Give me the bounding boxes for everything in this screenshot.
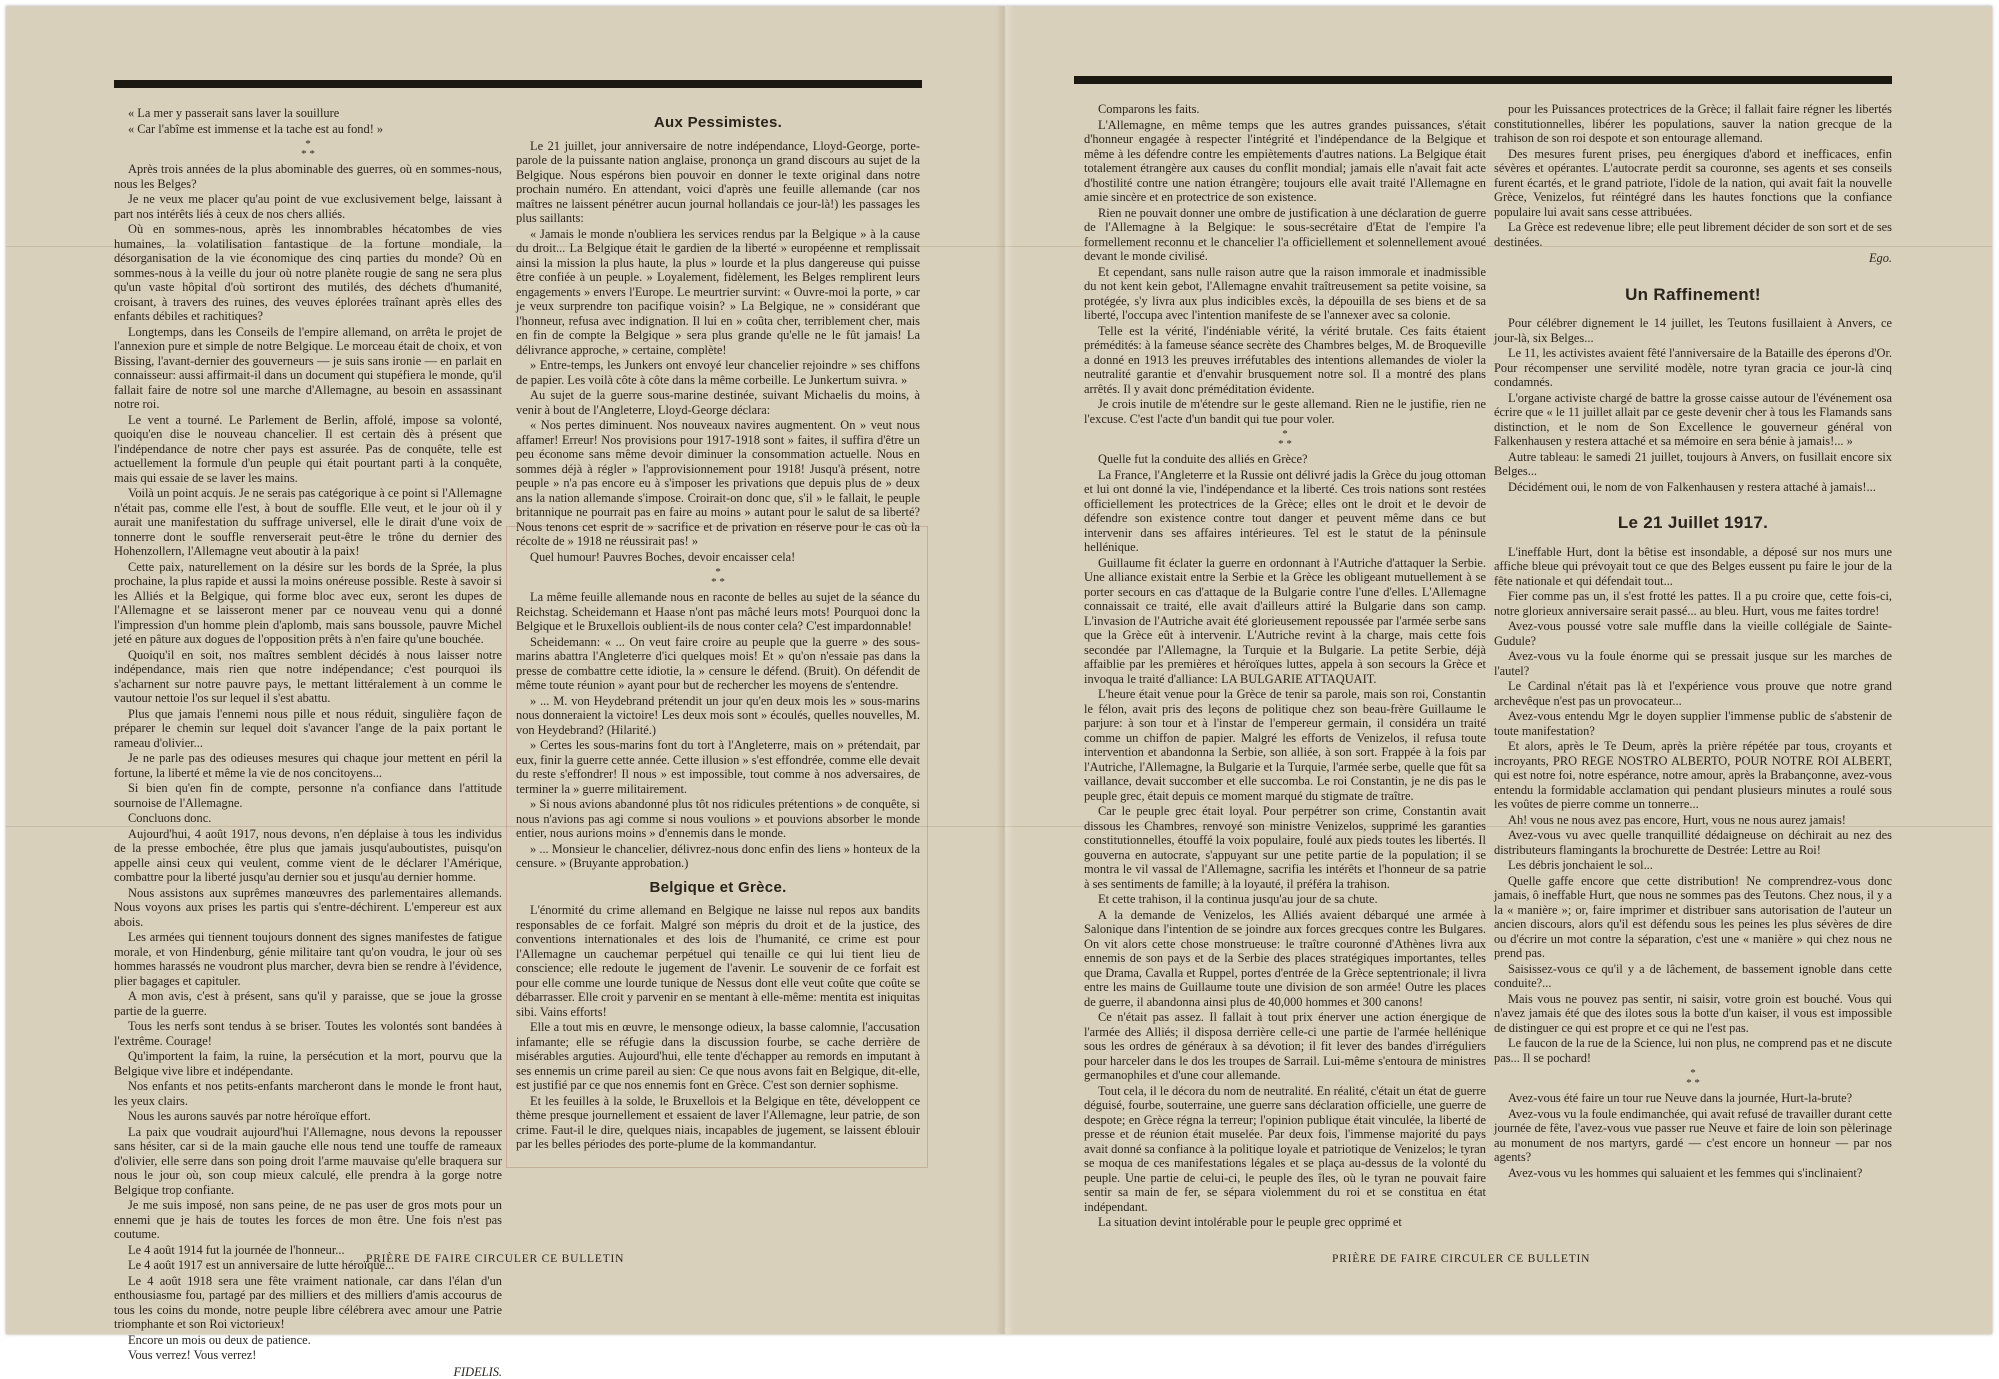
paragraph: pour les Puissances protectrices de la Grèce; il fallait faire régner les libertés constitutionnelles, libérer les populations, sauver la nation grecque de la trahison de son roi despote et son entourage allemand. bbox=[1494, 102, 1892, 146]
paragraph: Avez-vous vu la foule énorme qui se pressait jusque sur les marches de l'autel? bbox=[1494, 649, 1892, 678]
section-heading: Un Raffinement! bbox=[1494, 288, 1892, 303]
paragraph: Autre tableau: le samedi 21 juillet, toujours à Anvers, on fusillait encore six Belges... bbox=[1494, 450, 1892, 479]
paragraph: Quel humour! Pauvres Boches, devoir encaisser cela! bbox=[516, 550, 920, 565]
paragraph: « Nos pertes diminuent. Nos nouveaux navires augmentent. On » veut nous affamer! Erreur! Nos provisions pour 1917-1918 sont » faites, il suffira d'être un peu économe sans même devoir diminuer la consommation actuelle. Nous en sommes déjà à régler » l'approvisionnement pour 1918! Jusqu'à présent, notre peuple » n'a pas encore eu à s'imposer les privations que depuis plus de » deux ans la nation allemande s'impose. Croirait-on donc que, s'il » le fallait, le peuple britannique ne pourrait pas en faire au moins » autant pour le salut de sa liberté? Nous tenons cet esprit de » sacrifice et de privation en réserve pour le cas où la récolte de » 1918 ne réussirait pas! » bbox=[516, 418, 920, 549]
paragraph: Avez-vous entendu Mgr le doyen supplier l'immense public de s'abstenir de toute manifestation? bbox=[1494, 709, 1892, 738]
section-heading: Le 21 Juillet 1917. bbox=[1494, 516, 1892, 531]
paragraph: Le 4 août 1914 fut la journée de l'honneur... bbox=[114, 1243, 502, 1258]
paragraph: Plus que jamais l'ennemi nous pille et nous réduit, singulière façon de préparer le chemin sur lequel doit s'avancer l'ange de la paix portant le rameau d'olivier... bbox=[114, 707, 502, 751]
paragraph: L'ineffable Hurt, dont la bêtise est insondable, a déposé sur nos murs une affiche bleue qui prévoyait tout ce que des Belges eussent pu faire le jour de la fête nationale et qui défendait tout... bbox=[1494, 545, 1892, 589]
paragraph: Elle a tout mis en œuvre, le mensonge odieux, la basse calomnie, l'accusation infamante; elle se réfugie dans la discussion fourbe, se cache derrière de misérables arguties. Aujourd'hui, elle tente d'échapper au remords en imputant à ses ennemis un crime pareil au sien: Ce que nous avons fait en Belgique, dit-elle, est justifié par ce que nos ennemis font en Grèce. C'est son dernier sophisme. bbox=[516, 1020, 920, 1093]
footer-note: PRIÈRE DE FAIRE CIRCULER CE BULLETIN bbox=[1332, 1253, 1590, 1265]
paragraph: La Grèce est redevenue libre; elle peut librement décider de son sort et de ses destinées. bbox=[1494, 220, 1892, 249]
paragraph: » Si nous avions abandonné plus tôt nos ridicules prétentions » de conquête, si nous n'avions pas agi comme si nous voulions » et pouvions absorber le monde entier, nous aurions moins » d'ennemis dans le monde. bbox=[516, 797, 920, 841]
paragraph: Si bien qu'en fin de compte, personne n'a confiance dans l'attitude sournoise de l'Allemagne. bbox=[114, 781, 502, 810]
header-rule bbox=[1074, 76, 1892, 84]
paragraph: L'heure était venue pour la Grèce de tenir sa parole, mais son roi, Constantin le félon, avait pris des leçons de politique chez son beau-frère Guillaume le parjure: à son tour et à l'instar de l'empereur germain, il considéra un traité comme un chiffon de papier. Malgré les efforts de Venizelos, il refusa toute intervention et abandonna la Serbie, son alliée, à son sort. Frappée à la fois par l'Autriche, l'Allemagne, la Bulgarie et la Turquie, l'armée serbe, quelle que fût sa vaillance, devait succomber et elle succomba. Le roi Constantin, je ne dis pas le peuple grec, était depuis ce moment marqué du stigmate de traître. bbox=[1084, 687, 1486, 803]
paragraph: Quelle gaffe encore que cette distribution! Ne comprendrez-vous donc jamais, ô ineffable Hurt, que nous ne sommes pas des Teutons. Chez nous, il y a la « manière »; or, faire imprimer et distribuer sans autorisation de l'auteur un ancien discours, alors qu'il est défendu sous les peines les plus sévères de dire ou d'écrire un mot contre la séparation, c'est une « manière » qui chez nous ne prend pas. bbox=[1494, 874, 1892, 961]
paragraph: Guillaume fit éclater la guerre en ordonnant à l'Autriche d'attaquer la Serbie. Une alliance existait entre la Serbie et la Grèce les obligeant mutuellement à se porter secours en cas d'attaque de la Bulgarie contre l'une d'elles. L'Allemagne connaissait ce traité, elle avait d'ailleurs attiré la Bulgarie dans son camp. L'invasion de l'Autriche avait été glorieusement repoussée par l'armée serbe sans que la Grèce eût à intervenir. L'Autriche revint à la charge, mais cette fois secondée par l'Allemagne, la Turquie et la Bulgarie. La petite Serbie, déjà affaiblie par les premières et héroïques luttes, appela à son secours la Grèce et invoqua le traité d'alliance: LA BULGARIE ATTAQUAIT. bbox=[1084, 556, 1486, 687]
paragraph: Car le peuple grec était loyal. Pour perpétrer son crime, Constantin avait dissous les Chambres, renvoyé son ministre Venizelos, supprimé les garanties constitutionnelles, étouffé la voix populaire, foulé aux pieds toutes les libertés. Il gouverna en autocrate, s'appuyant sur une petite partie de la population; il se montra le vil vassal de l'Allemagne, sacrifia les intérêts et l'honneur de sa patrie à ses sentiments de famille; à la loyauté, il préféra la trahison. bbox=[1084, 804, 1486, 891]
paragraph: Je ne parle pas des odieuses mesures qui chaque jour mettent en péril la fortune, la liberté et même la vie de nos concitoyens... bbox=[114, 751, 502, 780]
paragraph: Tout cela, il le décora du nom de neutralité. En réalité, c'était un état de guerre déguisé, fourbe, souterraine, une guerre sans déclaration officielle, une guerre de despote; en Grèce régna la terreur; l'opinion publique était vinculée, la liberté de presse et de réunion était muselée. Par deux fois, l'immense majorité du pays avait donné sa confiance à la politique loyale et patriotique de Venizelos; le tyran se moqua de ces manifestations légales et se plaça au-dessus de la volonté du peuple. Une partie de celui-ci, le peuple des îles, où le tyran ne pouvait faire sentir sa main de fer, se sépara violemment du roi et se constitua en état indépendant. bbox=[1084, 1084, 1486, 1215]
paragraph: Des mesures furent prises, peu énergiques d'abord et inefficaces, enfin sévères et opérantes. L'autocrate perdit sa couronne, ses agents et ses conseils furent écartés, et le grand patriote, l'idole de la nation, qui avait fait la nouvelle Grèce, Venizelos, fut réintégré dans les hautes fonctions que la confiance populaire lui avait sans cesse attribuées. bbox=[1494, 147, 1892, 220]
paragraph: Scheidemann: « ... On veut faire croire au peuple que la guerre » des sous-marins abattra l'Angleterre d'ici quelques mois! Et » qu'on n'essaie pas dans la presse de combattre cette idiotie, la » censure le défend. (Bruit). On défendit de même toute réunion » ayant pour but de rechercher les moyens de s'entendre. bbox=[516, 635, 920, 693]
signature: FIDELIS. bbox=[114, 1365, 502, 1379]
paragraph: » ... Monsieur le chancelier, délivrez-nous donc enfin des liens » honteux de la censure. » (Bruyante approbation.) bbox=[516, 842, 920, 871]
paragraph: Telle est la vérité, l'indéniable vérité, la vérité brutale. Ces faits étaient prémédités: à la fameuse séance secrète des Chambres belges, M. de Broqueville a donné en 1913 les preuves irréfutables des intentions allemandes de violer la neutralité garantie et d'envahir brusquement notre sol. Il a montré des plans arrêtés. Il y avait donc préméditation évidente. bbox=[1084, 324, 1486, 397]
paragraph: Et les feuilles à la solde, le Bruxellois et la Belgique en tête, développent ce thème presque journellement et essaient de laver l'Allemagne, leur patrie, de son crime. Faut-il le dire, quelques niais, incapables de jugement, se laissent éblouir par les belles périodes des porte-plume de la kommandantur. bbox=[516, 1094, 920, 1152]
paragraph: » ... M. von Heydebrand prétendit un jour qu'en deux mois les » sous-marins nous donneraient la victoire! Les deux mois sont » écoulés, quelles nouvelles, M. von Heydebrand? (Hilarité.) bbox=[516, 694, 920, 738]
bulletin-sheet bbox=[6, 6, 1992, 1334]
paragraph: Qu'importent la faim, la ruine, la persécution et la mort, pourvu que la Belgique vive libre et indépendante. bbox=[114, 1049, 502, 1078]
asterism-separator: * * * bbox=[1494, 1068, 1892, 1088]
paragraph: La paix que voudrait aujourd'hui l'Allemagne, nous devons la repousser sans hésiter, car si de la main gauche elle nous tend une touffe de rameaux d'olivier, elle serre dans son poing droit l'arme mauvaise qu'elle braquera sur nous le jour où, son coup mieux calculé, elle prendra à la gorge notre Belgique trop confiante. bbox=[114, 1125, 502, 1198]
paragraph: « Jamais le monde n'oubliera les services rendus par la Belgique » à la cause du droit... La Belgique était le gardien de la liberté » européenne et remplissait ainsi la mission la plus haute, la plus » lourde et la plus dangereuse qui puisse être confiée à un peuple. » Loyalement, fidèlement, les Belges remplirent leurs engagements » envers l'Europe. Le meurtrier survint: « Ouvre-moi la porte, » car je veux surprendre ton pacifique voisin? » La Belgique, ne » considérant que l'honneur, refusa avec indignation. Il lui en » coûta cher, terriblement cher, mais en fin de compte la Belgique » sera plus grande qu'elle ne le fût jamais! La délivrance approche, » certaine, complète! bbox=[516, 227, 920, 358]
asterism-separator: * * * bbox=[114, 139, 502, 159]
paragraph: Tous les nerfs sont tendus à se briser. Toutes les volontés sont bandées à l'extrême. Courage! bbox=[114, 1019, 502, 1048]
paragraph: Saisissez-vous ce qu'il y a de lâchement, de bassement ignoble dans cette conduite?... bbox=[1494, 962, 1892, 991]
paragraph: Avez-vous vu la foule endimanchée, qui avait refusé de travailler durant cette journée de fête, l'avez-vous vue passer rue Neuve et faire de loin son pèlerinage au monument de nos martyrs, gardé — c'est encore un honneur — par nos agents? bbox=[1494, 1107, 1892, 1165]
paragraph: La situation devint intolérable pour le peuple grec opprimé et bbox=[1084, 1215, 1486, 1230]
paragraph: Le 11, les activistes avaient fêté l'anniversaire de la Bataille des éperons d'Or. Pour récompenser une servilité modèle, notre tyran gracia ce jour-là cinq condamnés. bbox=[1494, 346, 1892, 390]
paragraph: Le vent a tourné. Le Parlement de Berlin, affolé, impose sa volonté, quoiqu'en dise le nouveau chancelier. Il est certain dès à présent que l'indépendance de notre cher pays est assurée. Pas de conquête, telle est actuellement la formule d'un peuple qui était pourtant parti à la conquête, mais qui essaie de se laver les mains. bbox=[114, 413, 502, 486]
paragraph: Fier comme pas un, il s'est frotté les pattes. Il a pu croire que, cette fois-ci, notre glorieux anniversaire serait passé... au bleu. Hurt, vous me faites tordre! bbox=[1494, 589, 1892, 618]
asterism-separator: * * * bbox=[1084, 429, 1486, 449]
paragraph: Le 21 juillet, jour anniversaire de notre indépendance, Lloyd-George, porte-parole de la puissante nation anglaise, prononça un grand discours au sujet de la Belgique. Nous espérons bien pouvoir en donner le texte original dans notre prochain numéro. En attendant, voici d'après une feuille allemande (car nos maîtres ne laissent pénétrer aucun journal hollandais ce jour-là!) les passages les plus saillants: bbox=[516, 139, 920, 226]
paragraph: Vous verrez! Vous verrez! bbox=[114, 1348, 502, 1363]
paragraph: Avez-vous poussé votre sale muffle dans la vieille collégiale de Sainte-Gudule? bbox=[1494, 619, 1892, 648]
paragraph: « Car l'abîme est immense et la tache est au fond! » bbox=[114, 122, 502, 137]
paragraph: Ah! vous ne nous avez pas encore, Hurt, vous ne nous aurez jamais! bbox=[1494, 813, 1892, 828]
paragraph: Nous assistons aux suprêmes manœuvres des parlementaires allemands. Nous voyons aux prises les partis qui s'entre-déchirent. L'empereur est aux abois. bbox=[114, 886, 502, 930]
paragraph: Le 4 août 1918 sera une fête vraiment nationale, car dans l'élan d'un enthousiasme fou, partagé par des milliers et des milliers d'amis accourus de tous les coins du monde, notre peuple libre célébrera avec amour une Patrie triomphante et son Roi victorieux! bbox=[114, 1274, 502, 1332]
paragraph: Avez-vous vu les hommes qui saluaient et les femmes qui s'inclinaient? bbox=[1494, 1166, 1892, 1181]
left-column-1 bbox=[114, 106, 502, 1236]
signature: Ego. bbox=[1494, 251, 1892, 266]
paragraph: Et cependant, sans nulle raison autre que la raison immorale et inadmissible du not kent kein gebot, l'Allemagne envahit traîtreusement sa petite voisine, sa protégée, s'y livra aux plus indicibles excès, la dépouilla de ses biens et de sa liberté, l'occupa avec l'intention manifeste de se l'annexer avec sa colonie. bbox=[1084, 265, 1486, 323]
footer-note: PRIÈRE DE FAIRE CIRCULER CE BULLETIN bbox=[366, 1253, 624, 1265]
right-page bbox=[1014, 6, 1992, 1334]
header-rule bbox=[114, 80, 922, 88]
paragraph: L'énormité du crime allemand en Belgique ne laisse nul repos aux bandits responsables de ce forfait. Malgré son mépris du droit et de la justice, des conventions internationales et des lois de l'humanité, ce crime est pour l'Allemagne un cauchemar perpétuel qui tenaille ce qui lui tient lieu de conscience; elle redoute le jugement de l'avenir. Le souvenir de ce forfait est pour elle comme une lourde tunique de Nessus dont elle veut coûte que coûte se débarrasser. Elle croit y parvenir en se mentant à elle-même: mentita est iniquitas sibi. Vains efforts! bbox=[516, 903, 920, 1019]
paragraph: Avez-vous été faire un tour rue Neuve dans la journée, Hurt-la-brute? bbox=[1494, 1091, 1892, 1106]
paragraph: Le Cardinal n'était pas là et l'expérience vous prouve que notre grand archevêque n'est pas un provocateur... bbox=[1494, 679, 1892, 708]
paragraph: Aujourd'hui, 4 août 1917, nous devons, n'en déplaise à tous les individus de la presse embochée, être plus que jamais jusqu'auboutistes, puisqu'on appelle ainsi ceux qui veulent, comme vient de le déclarer l'Amérique, combattre pour la liberté jusqu'au dernier sou et jusqu'au dernier homme. bbox=[114, 827, 502, 885]
paragraph: » Entre-temps, les Junkers ont envoyé leur chancelier rejoindre » ses chiffons de papier. Les voilà côte à côte dans la même corbeille. Le Junkertum suivra. » bbox=[516, 358, 920, 387]
paragraph: Comparons les faits. bbox=[1084, 102, 1486, 117]
paragraph: Pour célébrer dignement le 14 juillet, les Teutons fusillaient à Anvers, ce jour-là, six Belges... bbox=[1494, 316, 1892, 345]
paragraph: Mais vous ne pouvez pas sentir, ni saisir, votre groin est bouché. Vous qui n'avez jamais été que des ilotes sous la botte d'un kaiser, il vous est impossible de distinguer ce qui est propre et ce qui ne l'est pas. bbox=[1494, 992, 1892, 1036]
paragraph: Décidément oui, le nom de von Falkenhausen y restera attaché à jamais!... bbox=[1494, 480, 1892, 495]
paragraph: » Certes les sous-marins font du tort à l'Angleterre, mais on » prétendait, par eux, finir la guerre cette année. Cette illusion » s'est effondrée, comme elle devait du reste s'effondrer! Il nous » est impossible, tout comme à nos adversaires, de terminer la » guerre militairement. bbox=[516, 738, 920, 796]
paragraph: Où en sommes-nous, après les innombrables hécatombes de vies humaines, la volatilisation fantastique de la fortune mondiale, la désorganisation de la vie économique des cinq parties du monde? Où en sommes-nous à la veille du jour où notre planète rougie de sang ne sera plus qu'un vaste hôpital d'où sortiront des mutilés, des déchets d'humanité, croisant, à travers des ruines, des veuves éplorées traînant après elles des enfants débiles et rachitiques? bbox=[114, 222, 502, 324]
paragraph: Je ne veux me placer qu'au point de vue exclusivement belge, laissant à part nos intérêts liés à ceux de nos chers alliés. bbox=[114, 192, 502, 221]
paragraph: Avez-vous vu avec quelle tranquillité dédaigneuse on déchirait au nez des distributeurs flamingants la brochurette de Destrée: Lettre au Roi! bbox=[1494, 828, 1892, 857]
paragraph: Le faucon de la rue de la Science, lui non plus, ne comprend pas et ne discute pas... Il se pochard! bbox=[1494, 1036, 1892, 1065]
paragraph: Je crois inutile de m'étendre sur le geste allemand. Rien ne le justifie, rien ne l'excuse. C'est l'acte d'un bandit qui tue pour voler. bbox=[1084, 397, 1486, 426]
paragraph: Nous les aurons sauvés par notre héroïque effort. bbox=[114, 1109, 502, 1124]
paragraph: Quelle fut la conduite des alliés en Grèce? bbox=[1084, 452, 1486, 467]
paragraph: Je me suis imposé, non sans peine, de ne pas user de gros mots pour un ennemi que je hais de toutes les forces de mon être. Une fois n'est pas coutume. bbox=[114, 1198, 502, 1242]
paragraph: Et cette trahison, il la continua jusqu'au jour de sa chute. bbox=[1084, 892, 1486, 907]
section-heading: Aux Pessimistes. bbox=[516, 116, 920, 131]
paragraph: La France, l'Angleterre et la Russie ont délivré jadis la Grèce du joug ottoman et lui ont donné la vie, l'indépendance et la liberté. Ces trois nations sont restées officiellement les protectrices de la Grèce; elles ont le droit et le devoir de défendre son existence contre tout danger et peuvent même dans ce but intervenir dans ses affaires intérieures. Tel est le statut de la péninsule hellénique. bbox=[1084, 468, 1486, 555]
paragraph: Nos enfants et nos petits-enfants marcheront dans le monde le front haut, les yeux clairs. bbox=[114, 1079, 502, 1108]
paragraph: Quoiqu'il en soit, nos maîtres semblent décidés à nous laisser notre indépendance, mais rien que notre indépendance; c'est pourquoi ils s'acharnent sur notre pauvre pays, le mettant littéralement à un comme le vautour nettoie l'os sur lequel il s'est abattu. bbox=[114, 648, 502, 706]
paragraph: La même feuille allemande nous en raconte de belles au sujet de la séance du Reichstag. Scheidemann et Haase n'ont pas mâché leurs mots! Pourquoi donc la Belgique et le Bruxellois oublient-ils de nous conter cela? C'est impardonnable! bbox=[516, 590, 920, 634]
paragraph: Rien ne pouvait donner une ombre de justification à une déclaration de guerre de l'Allemagne à la Belgique: le sous-secrétaire d'Etat de l'empire l'a formellement reconnu et le chancelier l'a officiellement et solennellement avoué devant le monde civilisé. bbox=[1084, 206, 1486, 264]
paragraph: Les débris jonchaient le sol... bbox=[1494, 858, 1892, 873]
paragraph: Encore un mois ou deux de patience. bbox=[114, 1333, 502, 1348]
paragraph: Le 4 août 1917 est un anniversaire de lutte héroïque... bbox=[114, 1258, 502, 1273]
paragraph: Ce n'était pas assez. Il fallait à tout prix énerver une action énergique de l'armée des Alliés; il disposa derrière celle-ci une partie de l'armée hellénique sous les ordres de généraux à sa dévotion; il fit lever des bandes d'irréguliers pour harceler dans le dos les troupes de Sarrail. Lui-même s'entoura de ministres germanophiles et d'une cour allemande. bbox=[1084, 1010, 1486, 1083]
left-column-2 bbox=[516, 106, 920, 1236]
section-heading: Belgique et Grèce. bbox=[516, 881, 920, 896]
paragraph: « La mer y passerait sans laver la souillure bbox=[114, 106, 502, 121]
center-fold bbox=[996, 6, 1014, 1334]
left-page bbox=[6, 6, 996, 1334]
paragraph: A mon avis, c'est à présent, sans qu'il y paraisse, que se joue la grosse partie de la guerre. bbox=[114, 989, 502, 1018]
paragraph: Cette paix, naturellement on la désire sur les bords de la Sprée, la plus prochaine, la plus rapide et aussi la moins onéreuse possible. Reste à savoir si les Alliés et la Belgique, qui forme bloc avec eux, seront les dupes de l'Allemagne et se laisseront mener par ce nouveau venu qui a donné l'impression d'un homme plein d'aplomb, mais sans boussole, pauvre Michel jeté en pâture aux dogues de l'opposition prêts à n'en faire qu'une bouchée. bbox=[114, 560, 502, 647]
paragraph: Concluons donc. bbox=[114, 811, 502, 826]
paragraph: Voilà un point acquis. Je ne serais pas catégorique à ce point si l'Allemagne n'était pas, comme elle l'est, à bout de souffle. Elle veut, et le jour où il y aurait une manifestation du suffrage universel, elle le dirait d'une voix de tonnerre dont le souffle renverserait peut-être le trône du dernier des Hohenzollern, l'Allemagne veut aboutir à la paix! bbox=[114, 486, 502, 559]
asterism-separator: * * * bbox=[516, 567, 920, 587]
right-column-2 bbox=[1494, 102, 1892, 1232]
paragraph: Après trois années de la plus abominable des guerres, où en sommes-nous, nous les Belges? bbox=[114, 162, 502, 191]
paragraph: L'organe activiste chargé de battre la grosse caisse autour de l'événement osa écrire que « le 11 juillet allait par ce geste devenir cher à tous les Flamands sans distinction, et le nom de Son Excellence le gouverneur général von Falkenhausen y restera attaché et sa mémoire en sera bénie à jamais!... » bbox=[1494, 391, 1892, 449]
paragraph: L'Allemagne, en même temps que les autres grandes puissances, s'était d'honneur engagée à respecter l'intégrité et l'indépendance de la Belgique et même à les défendre contre les empiètements d'autres nations. La Belgique était totalement étrangère aux causes du conflit mondial; jamais elle n'avait fait acte d'hostilité contre une nation étrangère; toujours elle avait traité l'Allemagne en amie sincère et en protectrice de son existence. bbox=[1084, 118, 1486, 205]
paragraph: Et alors, après le Te Deum, après la prière répétée par tous, croyants et incroyants, PRO REGE NOSTRO ALBERTO, POUR NOTRE ROI ALBERT, qui est notre foi, notre espérance, notre amour, après la Brabançonne, avez-vous entendu la formidable acclamation qui pendant plusieurs minutes a roulé sous les voûtes de pierre comme un tonnerre... bbox=[1494, 739, 1892, 812]
paragraph: Longtemps, dans les Conseils de l'empire allemand, on arrêta le projet de l'annexion pure et simple de notre Belgique. Le morceau était de choix, et von Bissing, l'avant-dernier des gouverneurs — je suis sans ironie — en parlait en connaisseur: aussi affirmait-il dans un document qui stupéfiera le monde, qu'il fallait faire de notre sol une marche d'Allemagne, au besoin en assassinant notre roi. bbox=[114, 325, 502, 412]
paragraph: Au sujet de la guerre sous-marine destinée, suivant Michaelis du moins, à venir à bout de l'Angleterre, Lloyd-George déclara: bbox=[516, 388, 920, 417]
paragraph: Les armées qui tiennent toujours donnent des signes manifestes de fatigue morale, et von Hindenburg, génie militaire tant qu'on voudra, le jour où ses hommes harassés ne voudront plus marcher, devra bien se rendre à l'évidence, plier bagages et capituler. bbox=[114, 930, 502, 988]
paragraph: A la demande de Venizelos, les Alliés avaient débarqué une armée à Salonique dans l'intention de se joindre aux forces grecques contre les Bulgares. On vit alors cette chose monstrueuse: le traître couronné d'Athènes livra aux ennemis de son pays et de la Serbie des places stratégiques importantes, telles que Drama, Cavalla et Ruppel, portes d'entrée de la Grèce septentrionale; il livra entre les mains de Guillaume toute une division de son armée! Outre les places de guerre, il abandonna ainsi plus de 40,000 hommes et 300 canons! bbox=[1084, 908, 1486, 1010]
right-column-1 bbox=[1084, 102, 1486, 1232]
